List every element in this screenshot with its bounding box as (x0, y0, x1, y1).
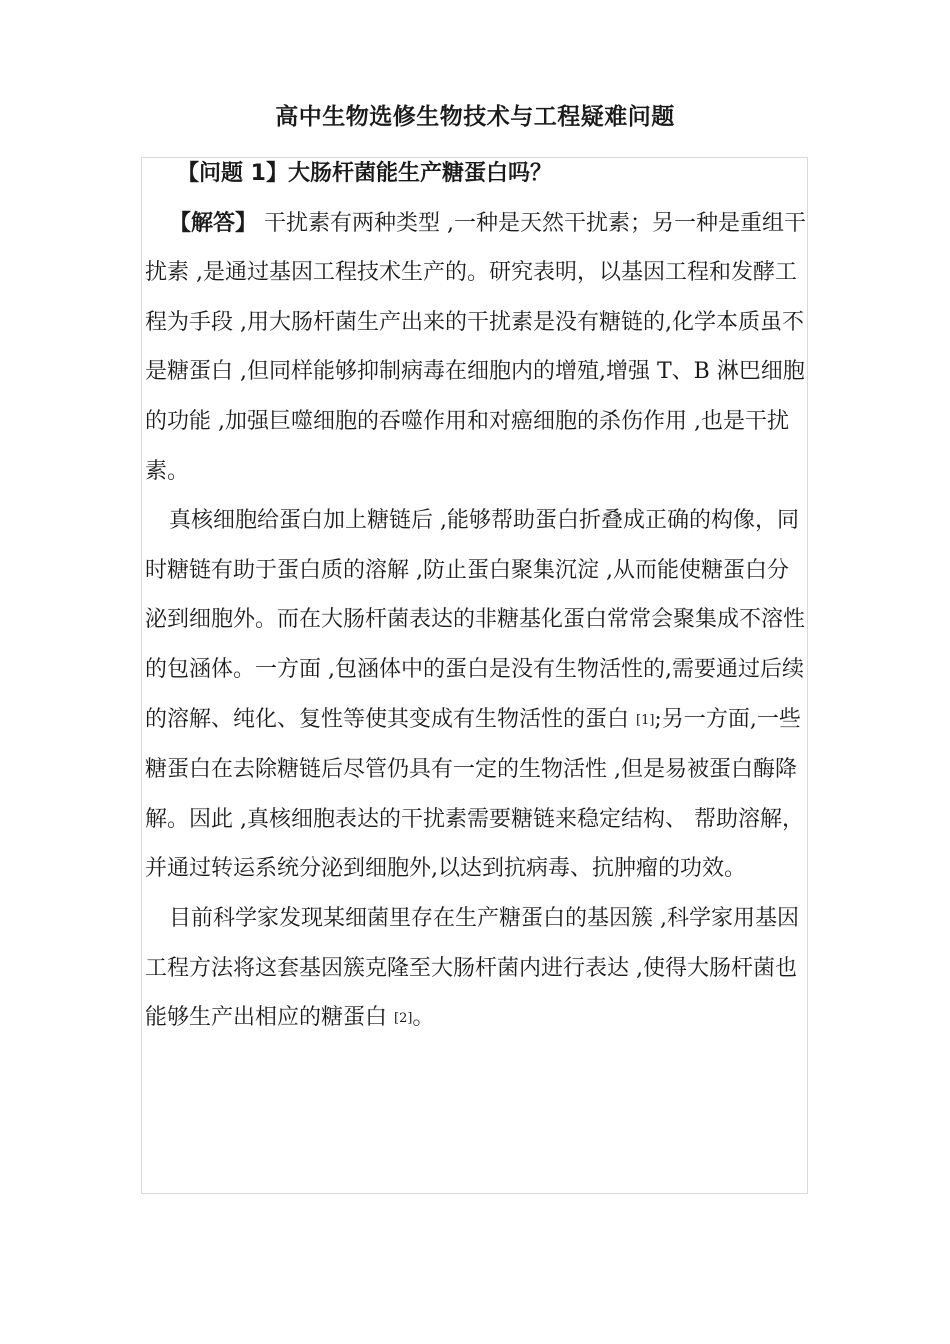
document-title: 高中生物选修生物技术与工程疑难问题 (275, 104, 675, 130)
paragraph-3-text-a: 目前科学家发现某细菌里存在生产糖蛋白的基因簇 ,科学家用基因工程方法将这套基因簇克隆至大肠杆菌内进行表达 ,使得大肠杆菌也能够生产出相应的糖蛋白 (145, 905, 799, 1031)
answer-text: 干扰素有两种类型 ,一种是天然干扰素；另一种是重组干扰素 ,是通过基因工程技术生产的。研究表明，以基因工程和发酵工程为手段 ,用大肠杆菌生产出来的干扰素是没有糖链的,化学本质虽不是糖蛋白 ,但同样能够抑制病毒在细胞内的增殖,增强 T、B 淋巴细胞的功能 ,加强巨噬细胞的吞噬作用和对癌细胞的杀伤作用 ,也是干扰素。 (145, 210, 806, 484)
answer-label: 【解答】 (169, 210, 258, 236)
paragraph-2-text-b: ;另一方面,一些糖蛋白在去除糖链后尽管仍具有一定的生物活性 ,但是易被蛋白酶降解。因此 ,真核细胞表达的干扰素需要糖链来稳定结构、 帮助溶解，并通过转运系统分泌到细胞外,以达到抗病毒、抗肿瘤的功效。 (145, 706, 804, 882)
document-body (145, 149, 807, 1044)
question-heading: 【问题 1】大肠杆菌能生产糖蛋白吗？ (177, 161, 552, 186)
paragraph-2-text-a: 真核细胞给蛋白加上糖链后 ,能够帮助蛋白折叠成正确的构像，同时糖链有助于蛋白质的溶解 ,防止蛋白聚集沉淀 ,从而能使糖蛋白分泌到细胞外。而在大肠杆菌表达的非糖基化蛋白常常会聚集成不溶性的包涵体。一方面 ,包涵体中的蛋白是没有生物活性的,需要通过后续的溶解、纯化、复性等使其变成有生物活性的蛋白 (145, 508, 806, 732)
citation-1: [1] (636, 712, 655, 728)
paragraph-3-text-b: 。 (412, 1005, 435, 1031)
answer-paragraph (145, 199, 807, 497)
body-paragraph-2 (145, 496, 807, 894)
citation-2: [2] (394, 1011, 413, 1027)
body-paragraph-3 (145, 894, 807, 1044)
